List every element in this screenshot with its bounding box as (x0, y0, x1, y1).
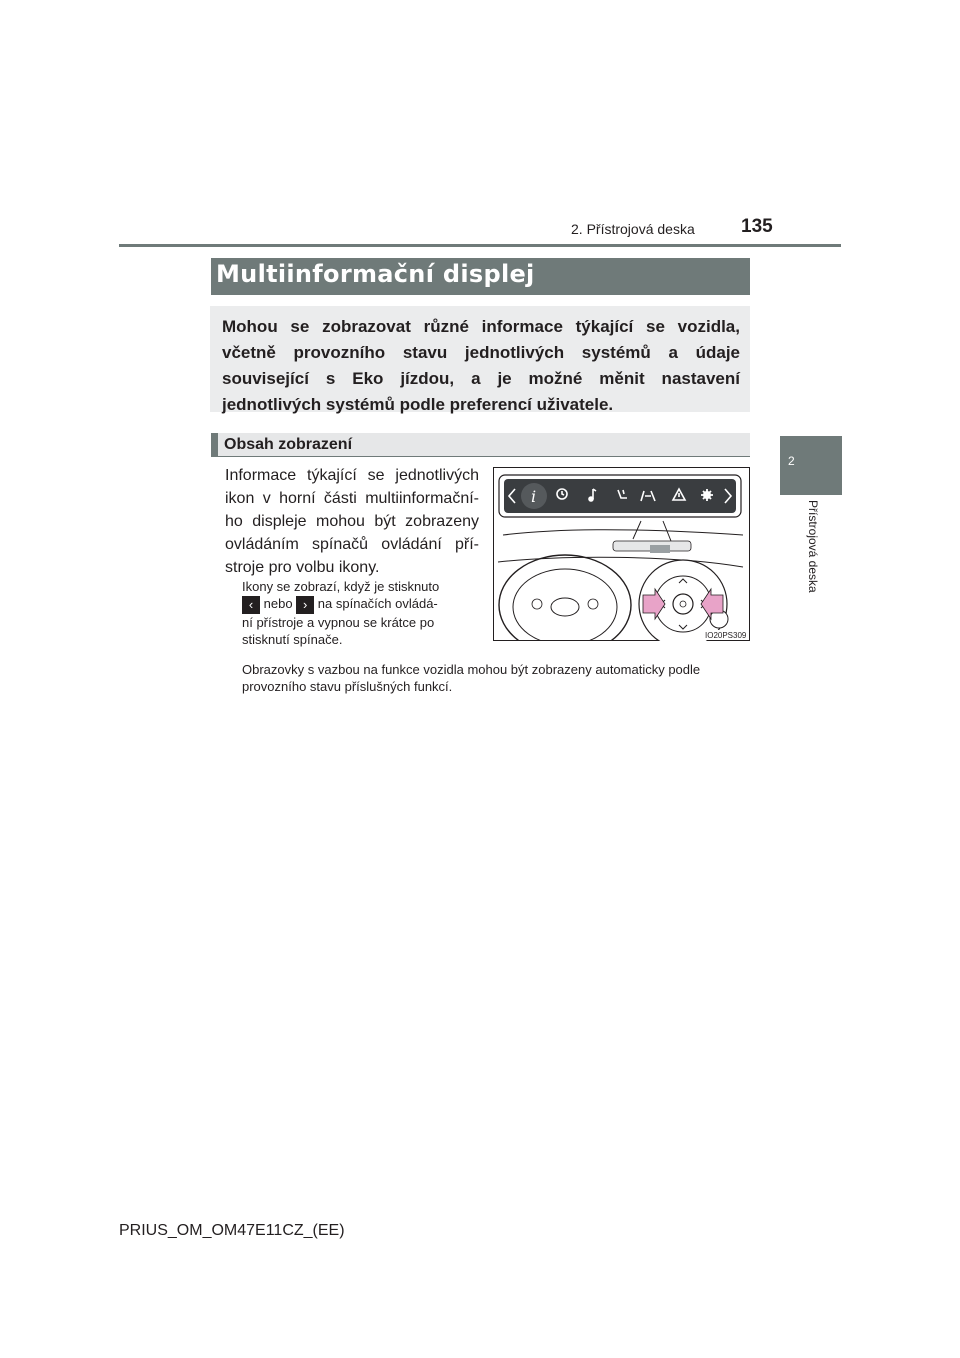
footer-document-id: PRIUS_OM_OM47E11CZ_(EE) (119, 1222, 345, 1239)
note-line-4: stisknutí spínače. (242, 631, 343, 647)
header-rule (119, 244, 841, 247)
chapter-tab-number: 2 (788, 454, 795, 468)
dashboard-illustration (493, 467, 750, 641)
subsection-title: Obsah zobrazení (224, 436, 353, 453)
intro-text: Mohou se zobrazovat různé informace týkající se vozidla, včetně provozního stavu jednotlivých systémů a údaje související s Eko jízdou, a je možné měnit nastavení jednotlivých systémů podle preferencí uživatele. (222, 317, 740, 414)
subsection-paragraph: Informace týkající se jednotlivých ikon v horní části multiinformační-ho displeje mohou být zobrazeny ovládáním spínačů ovládání pří-stroje pro volbu ikony. (225, 467, 479, 576)
note-line-1: Ikony se zobrazí, když je stisknuto (242, 579, 440, 594)
chevron-left-icon: ‹ (242, 596, 260, 614)
note-line-2-rest: na spínačích ovládá- (317, 596, 438, 611)
header-section-title: 2. Přístrojová deska (571, 221, 695, 237)
note-nebo: nebo (263, 596, 293, 611)
chevron-right-icon: › (296, 596, 314, 614)
info-icon: i (531, 487, 537, 506)
page-number: 135 (741, 216, 773, 237)
page-title: Multiinformační displej (216, 260, 535, 288)
figure-code: IO20PS309 (705, 631, 747, 640)
note-icons (242, 578, 479, 648)
note-line-2 (242, 595, 479, 614)
chapter-tab-label: Přístrojová deska (806, 500, 820, 593)
note-auto-screens: Obrazovky s vazbou na funkce vozidla mohou být zobrazeny automaticky podle provozního stavu příslušných funkcí. (242, 662, 701, 694)
note-line-3: ní přístroje a vypnou se krátce po (242, 614, 435, 630)
